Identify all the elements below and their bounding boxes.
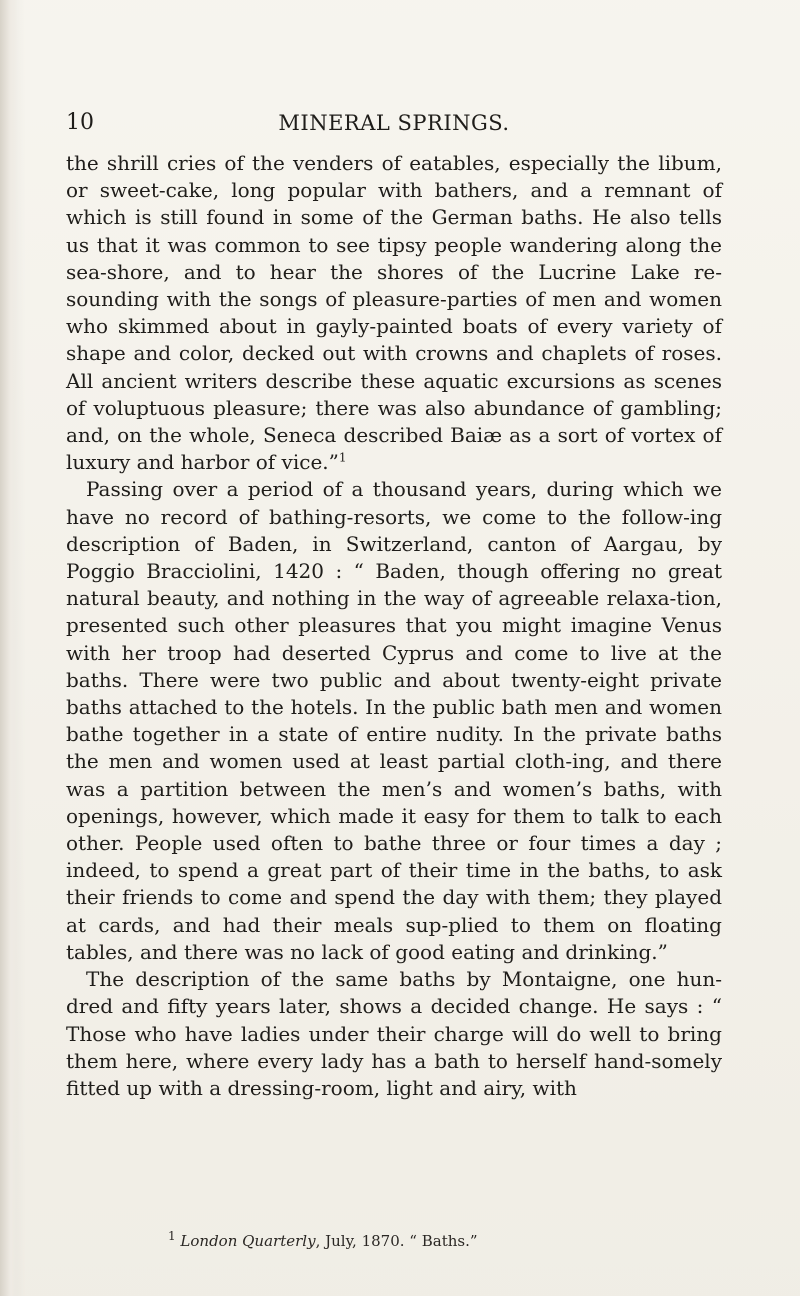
footnote-source: London Quarterly bbox=[180, 1232, 316, 1250]
main-text bbox=[66, 150, 722, 1102]
running-title: MINERAL SPRINGS. bbox=[278, 111, 510, 135]
page-gutter-shadow bbox=[0, 0, 18, 1296]
footnote-marker: 1 bbox=[168, 1229, 176, 1243]
footnote-reference: 1 bbox=[338, 450, 347, 465]
paragraph-1 bbox=[66, 150, 722, 476]
footnote-details: , July, 1870. “ Baths.” bbox=[315, 1232, 478, 1250]
paragraph-3: The description of the same baths by Montaigne, one hun-dred and fifty years later, shows a decided change. He says : “ Those who have ladies under their charge will do well to bring them here, where every lady has a bath to herself hand-somely fitted up with a dressing-room, light and airy, with bbox=[66, 967, 722, 1100]
footnote bbox=[168, 1231, 478, 1251]
paragraph-1-text: the shrill cries of the venders of eatables, especially the libum, or sweet-cake, long popular with bathers, and a remnant of which is still found in some of the German baths. He also tells us that it was common to see tipsy people wandering along the sea-shore, and to hear the shores of the Lucrine Lake re-sounding with the songs of pleasure-parties of men and women who skimmed about in gayly-painted boats of every variety of shape and color, decked out with crowns and chaplets of roses. All ancient writers describe these aquatic excursions as scenes of voluptuous pleasure; there was also abundance of gambling; and, on the whole, Seneca described Baiæ as a sort of vortex of luxury and harbor of vice.” bbox=[66, 151, 722, 475]
page-header bbox=[66, 108, 722, 138]
paragraph-2: Passing over a period of a thousand years, during which we have no record of bathing-resorts, we come to the follow-ing description of Baden, in Switzerland, canton of Aargau, by Poggio Bracciolini, 1420 : “ Baden, though offering no great natural beauty, and nothing in the way of agreeable relaxa-tion, presented such other pleasures that you might imagine Venus with her troop had deserted Cyprus and come to live at the baths. There were two public and about twenty-eight private baths attached to the hotels. In the public bath men and women bathe together in a state of entire nudity. In the private baths the men and women used at least partial cloth-ing, and there was a partition between the men’s and women’s baths, with openings, however, which made it easy for them to talk to each other. People used often to bathe three or four times a day ; indeed, to spend a great part of their time in the baths, to ask their friends to come and spend the day with them; they played at cards, and had their meals sup-plied to them on floating tables, and there was no lack of good eating and drinking.” bbox=[66, 477, 722, 964]
page-number: 10 bbox=[66, 110, 94, 135]
